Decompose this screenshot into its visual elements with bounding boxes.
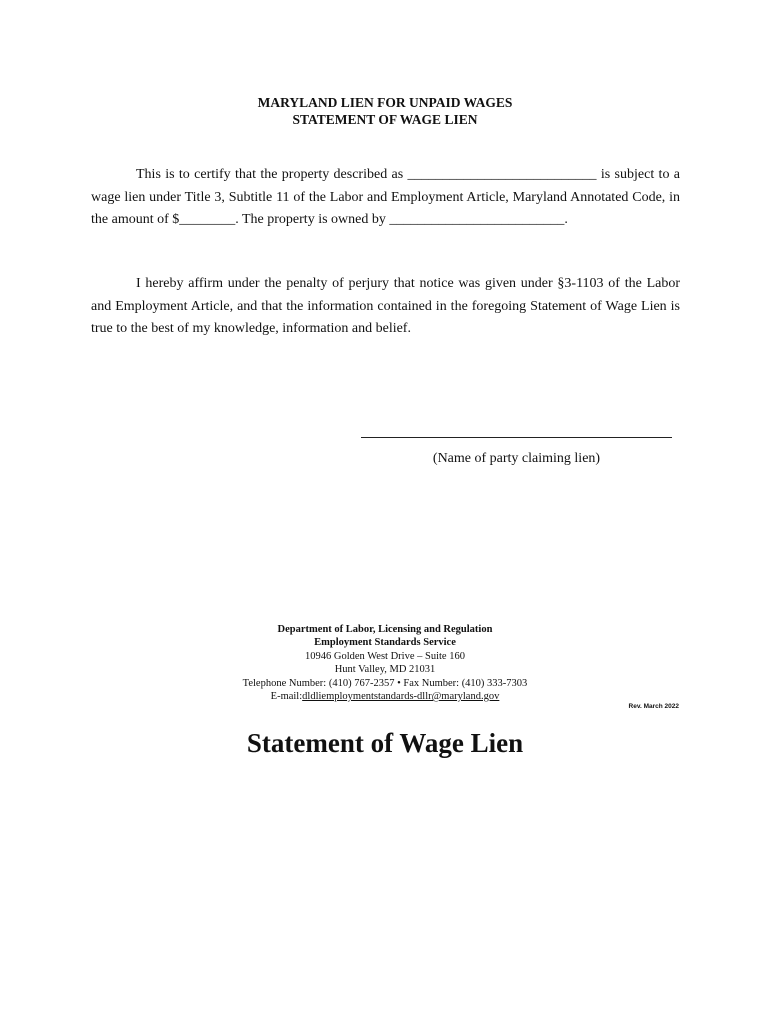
email-prefix: E-mail: (270, 691, 303, 703)
affirmation-paragraph (91, 273, 680, 341)
certification-text: This is to certify that the property described as ___________________________ is subject to a wage lien under Title 3, Subtitle 11 of the Labor and Employment Article, Maryland Annotated Code, in the amount of $________. The property is owned by _________________________. (91, 167, 680, 227)
certification-paragraph (91, 164, 680, 232)
phone-fax-line: Telephone Number: (410) 767-2357 • Fax Number: (410) 333-7303 (242, 677, 528, 689)
header-title-line2: STATEMENT OF WAGE LIEN (292, 112, 478, 127)
service-name: Employment Standards Service (314, 637, 456, 649)
address-line2: Hunt Valley, MD 21031 (334, 664, 436, 676)
agency-footer (180, 623, 590, 703)
affirmation-text: I hereby affirm under the penalty of perjury that notice was given under §3-1103 of the Labor and Employment Article, and that the information contained in the foregoing Statement of Wage Lien is true to the best of my knowledge, information and belief. (91, 276, 680, 336)
document-header (0, 94, 770, 128)
signature-line (361, 437, 672, 438)
email-link[interactable]: dldliemploymentstandards-dllr@maryland.gov (302, 691, 500, 703)
signature-label: (Name of party claiming lien) (432, 451, 601, 466)
form-title: Statement of Wage Lien (246, 728, 524, 758)
header-title-line1: MARYLAND LIEN FOR UNPAID WAGES (257, 95, 513, 110)
email-line (180, 690, 590, 703)
revision-date: Rev. March 2022 (628, 703, 679, 710)
department-name: Department of Labor, Licensing and Regulation (277, 624, 493, 635)
address-line1: 10946 Golden West Drive – Suite 160 (305, 650, 465, 662)
